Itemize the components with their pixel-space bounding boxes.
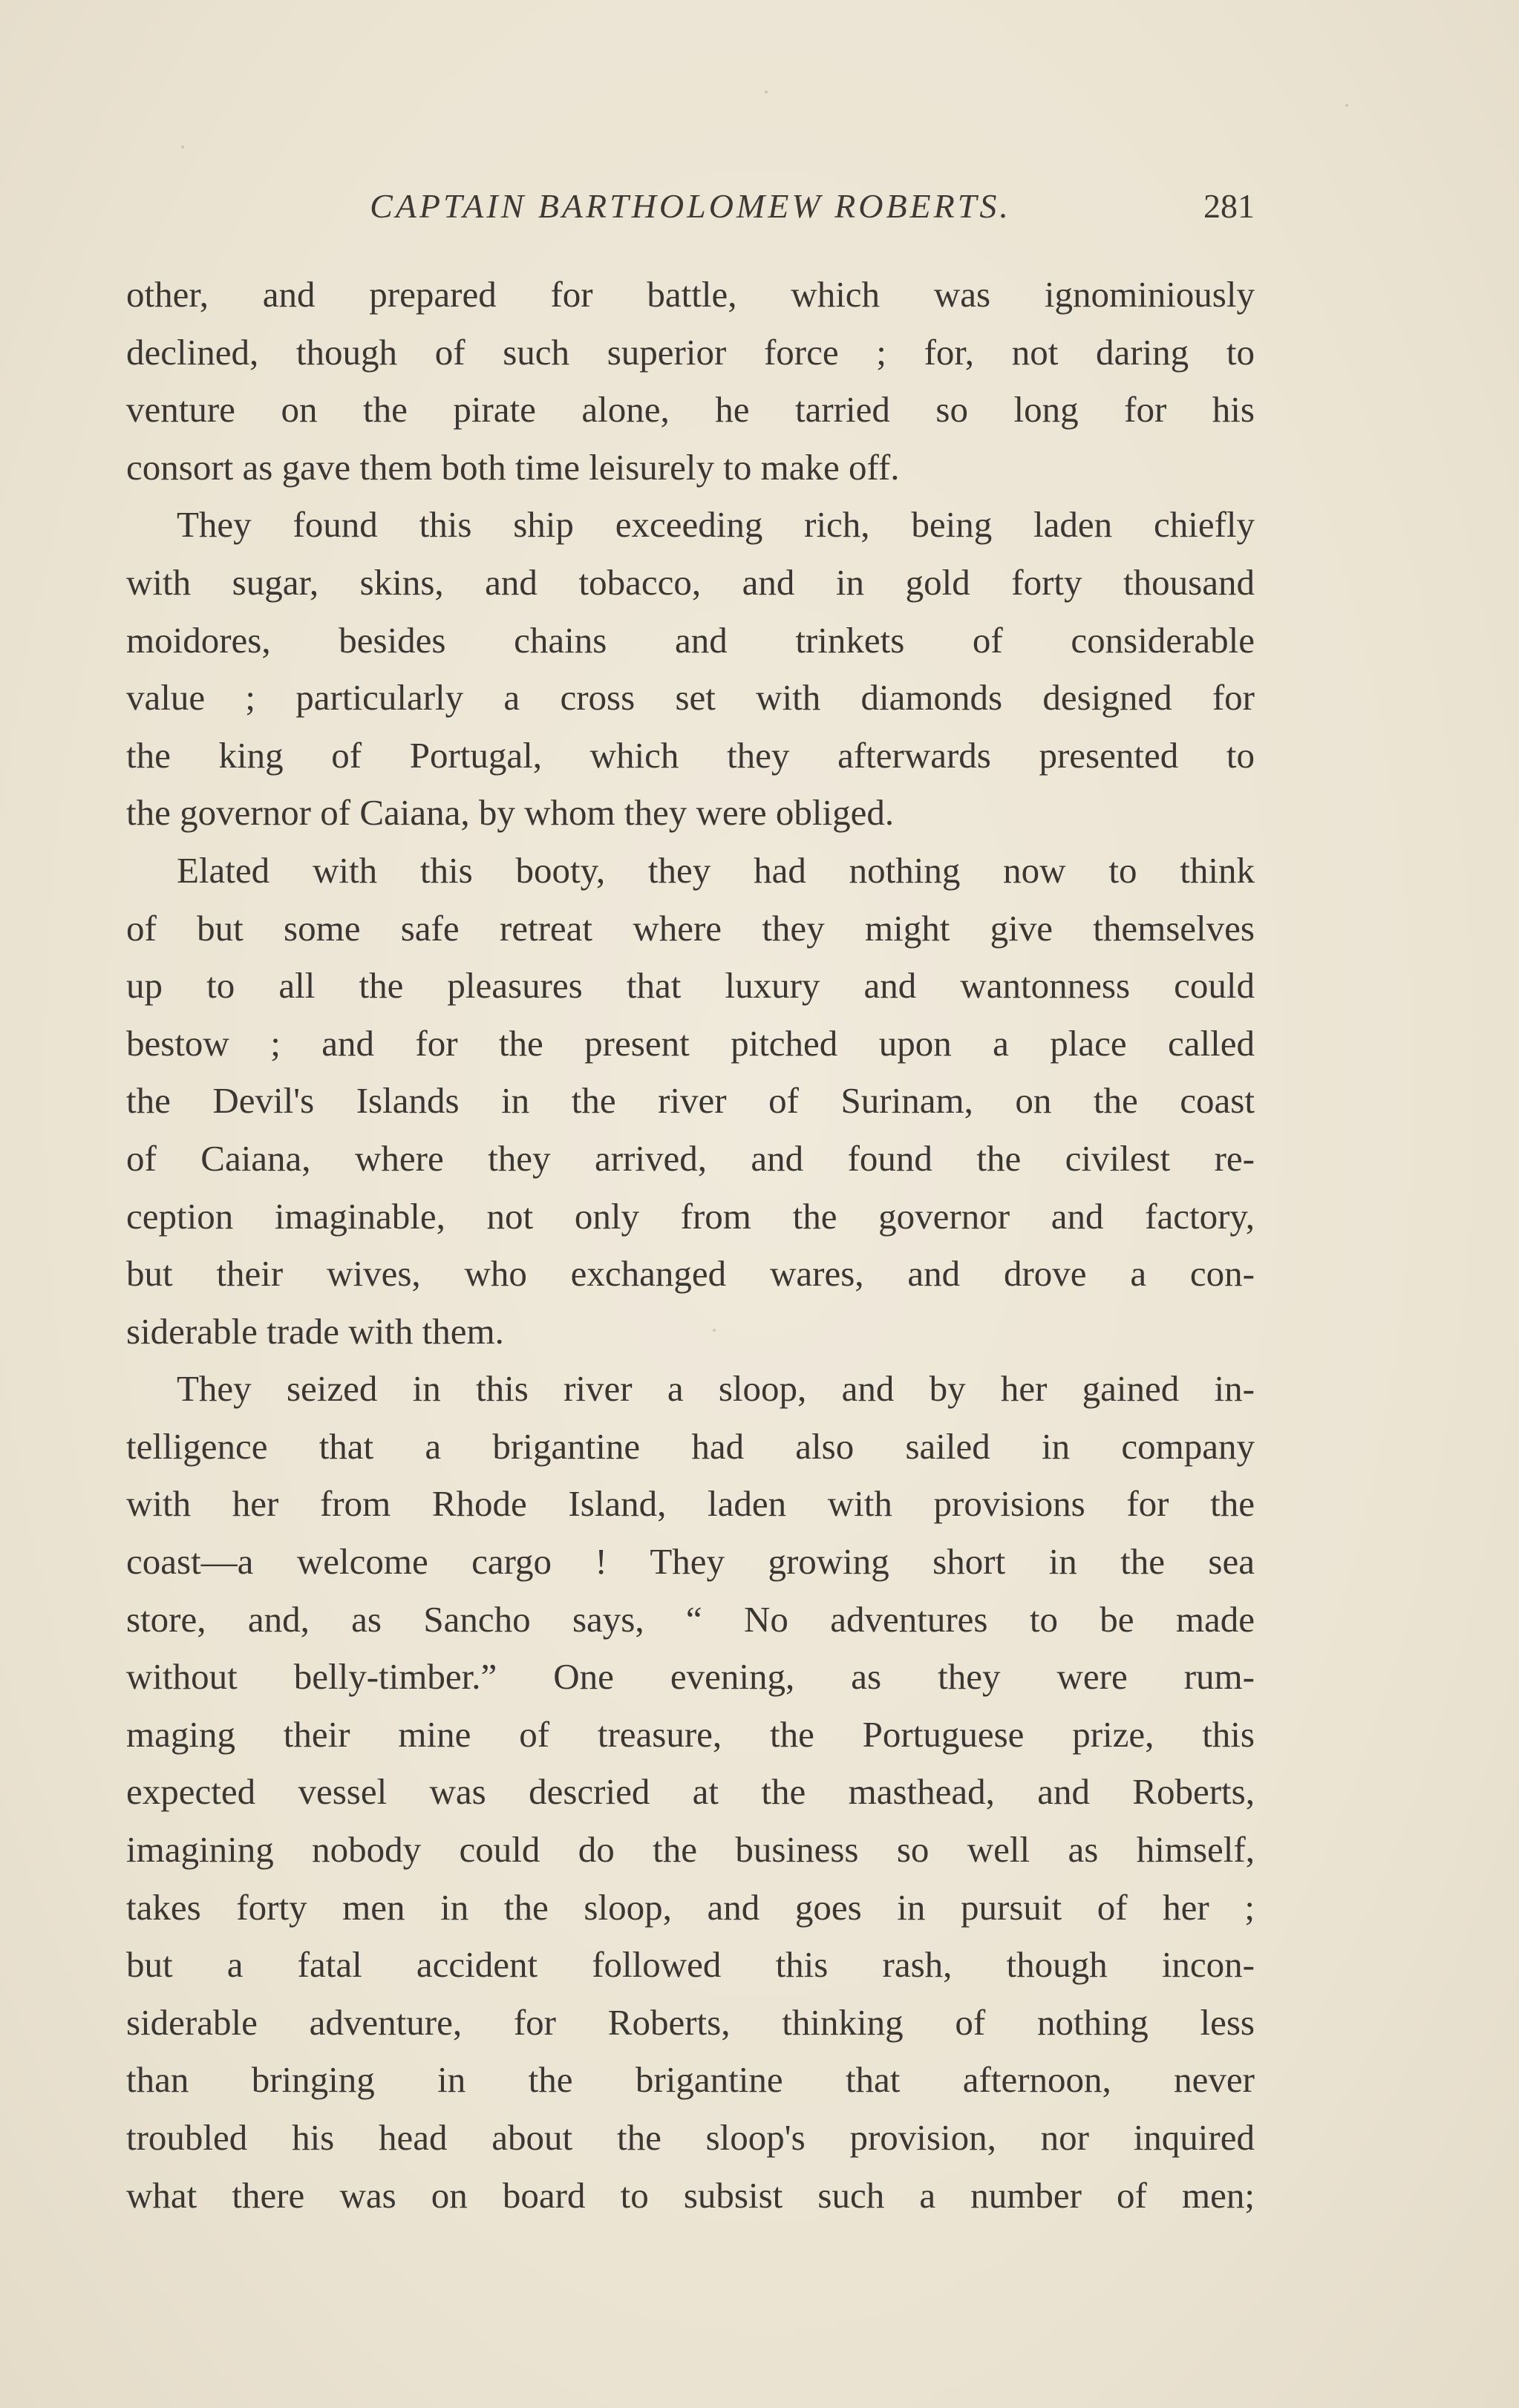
paper-speck: [1345, 104, 1348, 107]
body-text: [126, 266, 1255, 2224]
paper-speck: [765, 91, 768, 94]
paper-speck: [181, 145, 184, 148]
text-line: consort as gave them both time leisurely to make off.: [126, 446, 900, 488]
text-line: takes forty men in the sloop, and goes in pursuit of her ;: [126, 1886, 1255, 1928]
text-line: with sugar, skins, and tobacco, and in gold forty thousand: [126, 561, 1255, 603]
text-line: Elated with this booty, they had nothing now to think: [177, 849, 1255, 891]
text-line: ception imaginable, not only from the governor and factory,: [126, 1195, 1255, 1237]
text-line: store, and, as Sancho says, “ No adventures to be made: [126, 1598, 1255, 1640]
text-line: They seized in this river a sloop, and by her gained in-: [177, 1368, 1255, 1410]
text-line: without belly-timber.” One evening, as they were rum-: [126, 1656, 1255, 1698]
text-line: but a fatal accident followed this rash, though incon-: [126, 1944, 1255, 1986]
text-line: They found this ship exceeding rich, being laden chiefly: [177, 504, 1255, 546]
text-line: but their wives, who exchanged wares, and drove a con-: [126, 1253, 1255, 1295]
text-line: imagining nobody could do the business so well as himself,: [126, 1829, 1255, 1871]
text-line: bestow ; and for the present pitched upon a place called: [126, 1022, 1255, 1064]
text-line: value ; particularly a cross set with diamonds designed for: [126, 677, 1255, 719]
text-line: the king of Portugal, which they afterwards presented to: [126, 734, 1255, 776]
text-line: other, and prepared for battle, which was ignominiously: [126, 274, 1255, 315]
text-line: siderable adventure, for Roberts, thinking of nothing less: [126, 2001, 1255, 2043]
text-line: what there was on board to subsist such a number of men;: [126, 2174, 1255, 2216]
text-line: maging their mine of treasure, the Portuguese prize, this: [126, 1713, 1255, 1755]
text-line: than bringing in the brigantine that afternoon, never: [126, 2059, 1255, 2101]
text-line: with her from Rhode Island, laden with provisions for the: [126, 1483, 1255, 1525]
running-head: CAPTAIN BARTHOLOMEW ROBERTS.: [370, 187, 1011, 225]
text-line: moidores, besides chains and trinkets of considerable: [126, 619, 1255, 661]
text-line: coast—a welcome cargo ! They growing short in the sea: [126, 1541, 1255, 1583]
text-line: troubled his head about the sloop's provision, nor inquired: [126, 2117, 1255, 2158]
text-line: the governor of Caiana, by whom they were obliged.: [126, 792, 895, 834]
text-line: of but some safe retreat where they might give themselves: [126, 907, 1255, 949]
text-line: of Caiana, where they arrived, and found the civilest re-: [126, 1137, 1255, 1179]
text-line: the Devil's Islands in the river of Surinam, on the coast: [126, 1080, 1255, 1122]
text-line: declined, though of such superior force ; for, not daring to: [126, 331, 1255, 373]
text-line: telligence that a brigantine had also sailed in company: [126, 1425, 1255, 1467]
page-number: 281: [1203, 187, 1255, 225]
text-line: siderable trade with them.: [126, 1310, 504, 1352]
text-line: up to all the pleasures that luxury and wantonness could: [126, 965, 1255, 1007]
text-line: expected vessel was descried at the masthead, and Roberts,: [126, 1771, 1255, 1813]
page-header: [126, 184, 1255, 229]
text-line: venture on the pirate alone, he tarried so long for his: [126, 389, 1255, 431]
